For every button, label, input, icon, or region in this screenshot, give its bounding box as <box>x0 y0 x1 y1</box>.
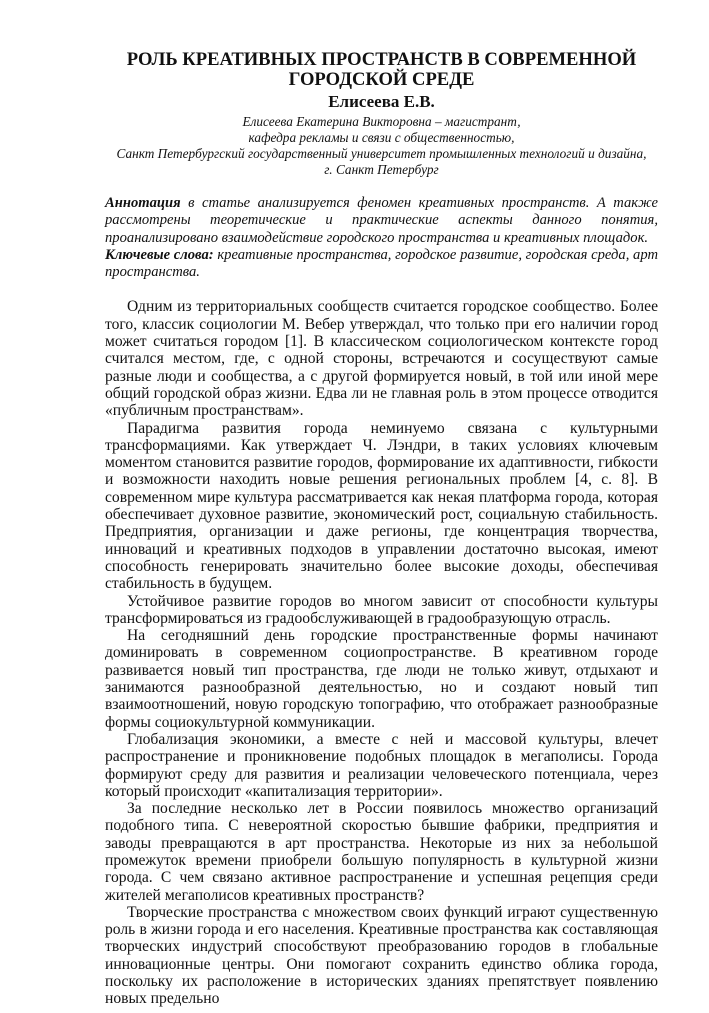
keywords-paragraph <box>105 247 658 282</box>
affiliation-line: Санкт Петербургский государственный университет промышленных технологий и дизайна, <box>116 146 647 161</box>
body-paragraph: Глобализация экономики, а вместе с ней и массовой культуры, влечет распространение и проникновение подобных площадок в мегаполисы. Города формируют среду для развития и реализации человеческого потенциала, через который происходит «капитализация территории». <box>105 730 658 800</box>
title-line-1: РОЛЬ КРЕАТИВНЫХ ПРОСТРАНСТВ В СОВРЕМЕННОЙ <box>126 49 637 70</box>
abstract-paragraph <box>105 195 658 247</box>
affiliation-line: кафедра рекламы и связи с общественностью, <box>248 130 515 145</box>
body-paragraph: За последние несколько лет в России появилось множество организаций подобного типа. С невероятной скоростью бывшие фабрики, предприятия и заводы превращаются в арт пространства. Некоторые из них за небольшой промежуток времени приобрели большую популярность в культурной жизни города. С чем связано активное распространение и успешная рецепция среди жителей мегаполисов креативных пространств? <box>105 800 658 904</box>
body-paragraph: На сегодняшний день городские пространственные формы начинают доминировать в современном социопространстве. В креативном городе развивается новый тип пространства, где люди не только живут, отдыхают и занимаются разнообразной деятельностью, но и создают новый тип взаимоотношений, новую городскую топографию, что отображает разнообразные формы социокультурной коммуникации. <box>105 627 658 731</box>
abstract-text: в статье анализируется феномен креативных пространств. А также рассмотрены теоретические и практические аспекты данного понятия, проанализировано взаимодействие городского пространства и креативных площадок. <box>105 195 658 246</box>
affiliation-line: Елисеева Екатерина Викторовна – магистрант, <box>242 114 521 129</box>
abstract-label: Аннотация <box>105 195 181 211</box>
author-affiliation <box>105 114 658 178</box>
body-paragraph: Одним из территориальных сообществ считается городское сообщество. Более того, классик социологии М. Вебер утверждал, что только при его наличии город может считаться городом [1]. В классическом социологическом контексте город считался местом, где, с одной стороны, встречаются и сосуществуют самые разные люди и сообщества, а с другой формируется новый, в той или иной мере общий городской образ жизни. Едва ли не главная роль в этом процессе отводится «публичным пространствам». <box>105 298 658 420</box>
body-paragraph: Парадигма развития города неминуемо связана с культурными трансформациями. Как утверждает Ч. Лэндри, в таких условиях ключевым моментом становится развитие городов, формирование их адаптивности, гибкости и возможности находить новые решения региональных проблем [4, с. 8]. В современном мире культура рассматривается как некая платформа города, которая обеспечивает духовное развитие, экономический рост, социальную стабильность. Предприятия, организации и даже регионы, где концентрация творчества, инноваций и креативных подходов в управлении достаточно высокая, имеют способность генерировать значительно более высокие доходы, обеспечивая стабильность в будущем. <box>105 419 658 593</box>
body-paragraph: Творческие пространства с множеством своих функций играют существенную роль в жизни города и его населения. Креативные пространства как составляющая творческих индустрий способствуют преобразованию городов в глобальные инновационные центры. Они помогают сохранить единство облика города, поскольку их расположение в исторических зданиях препятствует появлению новых предельно <box>105 903 658 1008</box>
abstract-section <box>105 195 658 281</box>
document-page <box>105 50 658 1008</box>
keywords-text: креативные пространства, городское развитие, городская среда, арт пространства. <box>105 246 658 281</box>
body-paragraph: Устойчивое развитие городов во многом зависит от способности культуры трансформироваться из градообслуживающей в градообразующую отрасль. <box>105 592 658 627</box>
author-name: Елисеева Е.В. <box>328 92 435 111</box>
article-body <box>105 298 658 1007</box>
article-title <box>105 50 658 90</box>
keywords-label: Ключевые слова: <box>105 246 214 263</box>
title-line-2: ГОРОДСКОЙ СРЕДЕ <box>288 69 475 90</box>
affiliation-line: г. Санкт Петербург <box>324 162 439 177</box>
